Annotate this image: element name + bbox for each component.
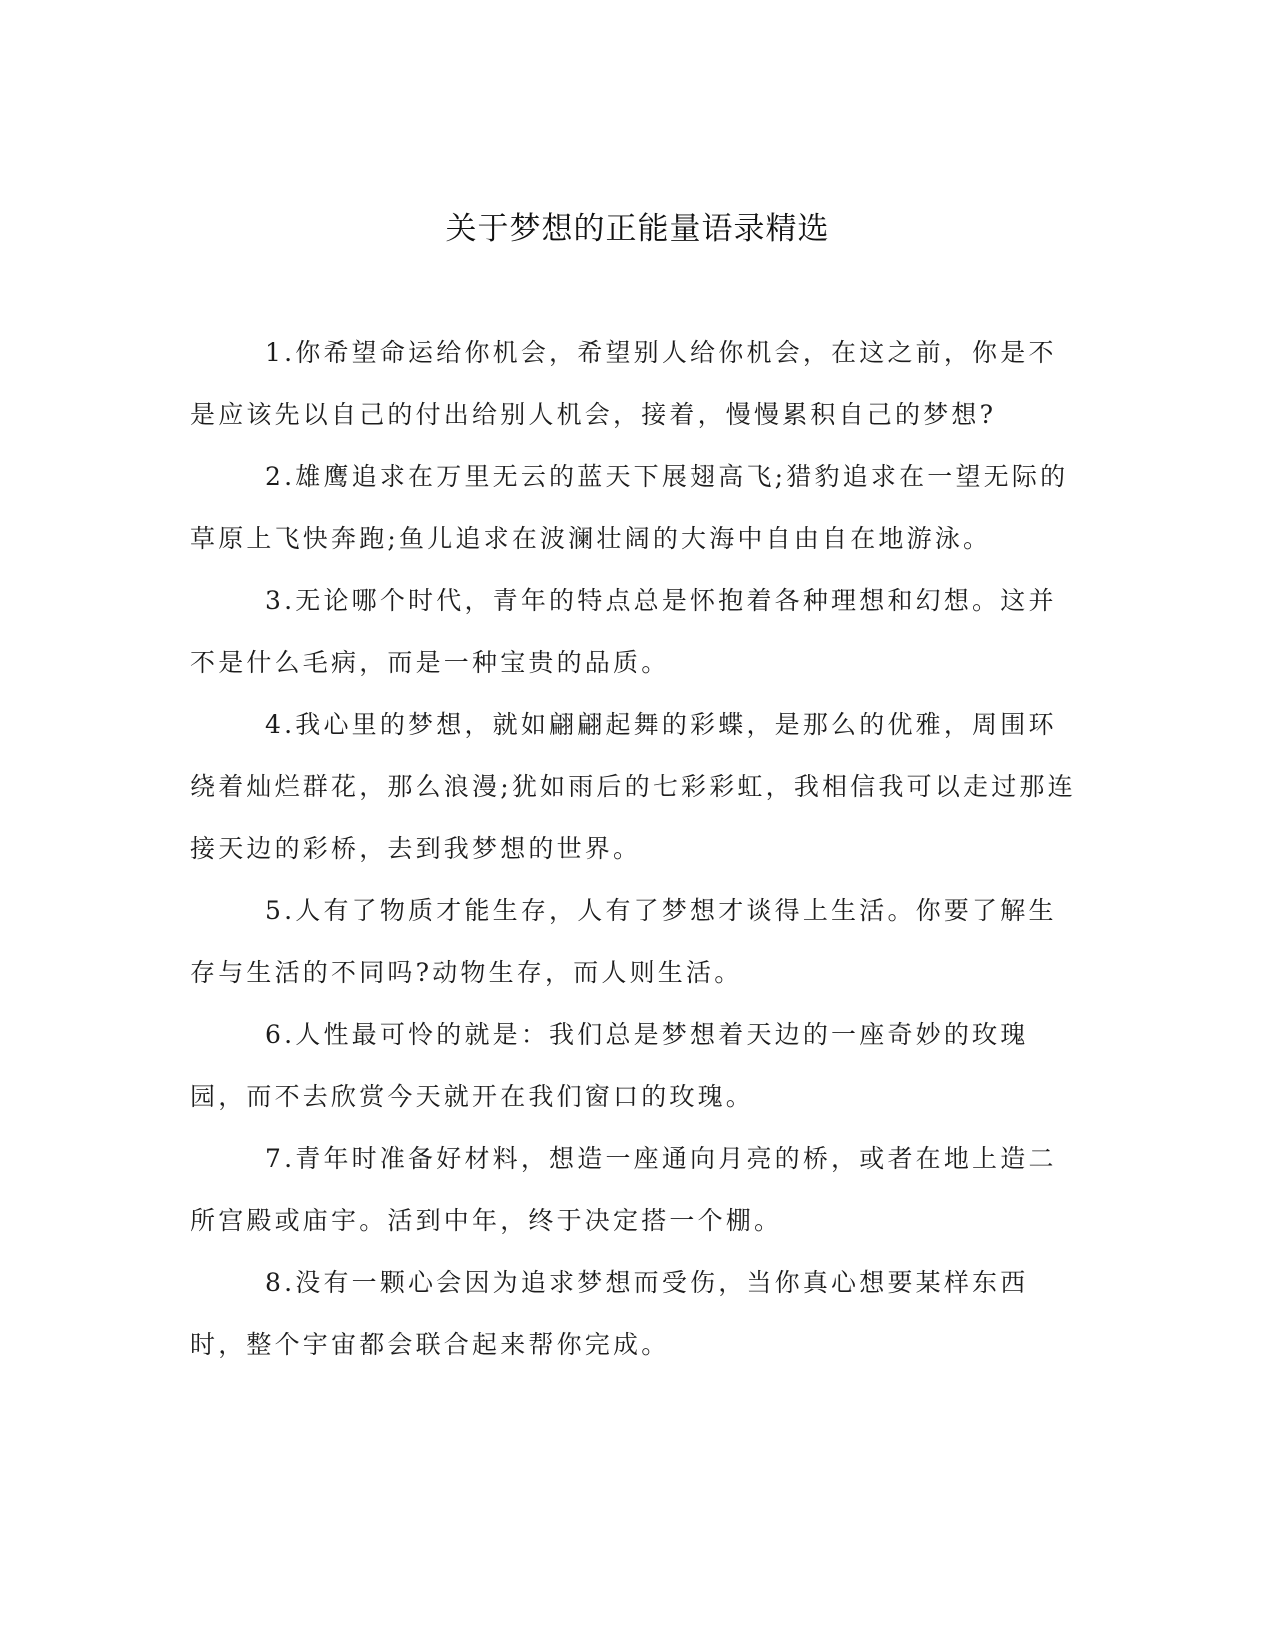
quote-paragraph-8: 8.没有一颗心会因为追求梦想而受伤，当你真心想要某样东西时，整个宇宙都会联合起来帮你完成。: [190, 1268, 1029, 1359]
quote-paragraph-4: 4.我心里的梦想，就如翩翩起舞的彩蝶，是那么的优雅，周围环绕着灿烂群花，那么浪漫;犹如雨后的七彩彩虹，我相信我可以走过那连接天边的彩桥，去到我梦想的世界。: [190, 710, 1076, 863]
quote-paragraph-5: 5.人有了物质才能生存，人有了梦想才谈得上生活。你要了解生存与生活的不同吗?动物生存，而人则生活。: [190, 896, 1057, 987]
quote-paragraph-3: 3.无论哪个时代，青年的特点总是怀抱着各种理想和幻想。这并不是什么毛病，而是一种宝贵的品质。: [190, 586, 1057, 677]
document-title: 关于梦想的正能量语录精选: [445, 211, 830, 247]
quote-paragraph-2: 2.雄鹰追求在万里无云的蓝天下展翅高飞;猎豹追求在一望无际的草原上飞快奔跑;鱼儿追求在波澜壮阔的大海中自由自在地游泳。: [190, 462, 1069, 553]
document-body: [190, 322, 1082, 1376]
quote-paragraph-1: 1.你希望命运给你机会，希望别人给你机会，在这之前，你是不是应该先以自己的付出给别人机会，接着，慢慢累积自己的梦想?: [190, 338, 1057, 429]
quote-paragraph-7: 7.青年时准备好材料，想造一座通向月亮的桥，或者在地上造二所宫殿或庙宇。活到中年，终于决定搭一个棚。: [190, 1144, 1057, 1235]
quote-paragraph-6: 6.人性最可怜的就是：我们总是梦想着天边的一座奇妙的玫瑰园，而不去欣赏今天就开在我们窗口的玫瑰。: [190, 1020, 1029, 1111]
